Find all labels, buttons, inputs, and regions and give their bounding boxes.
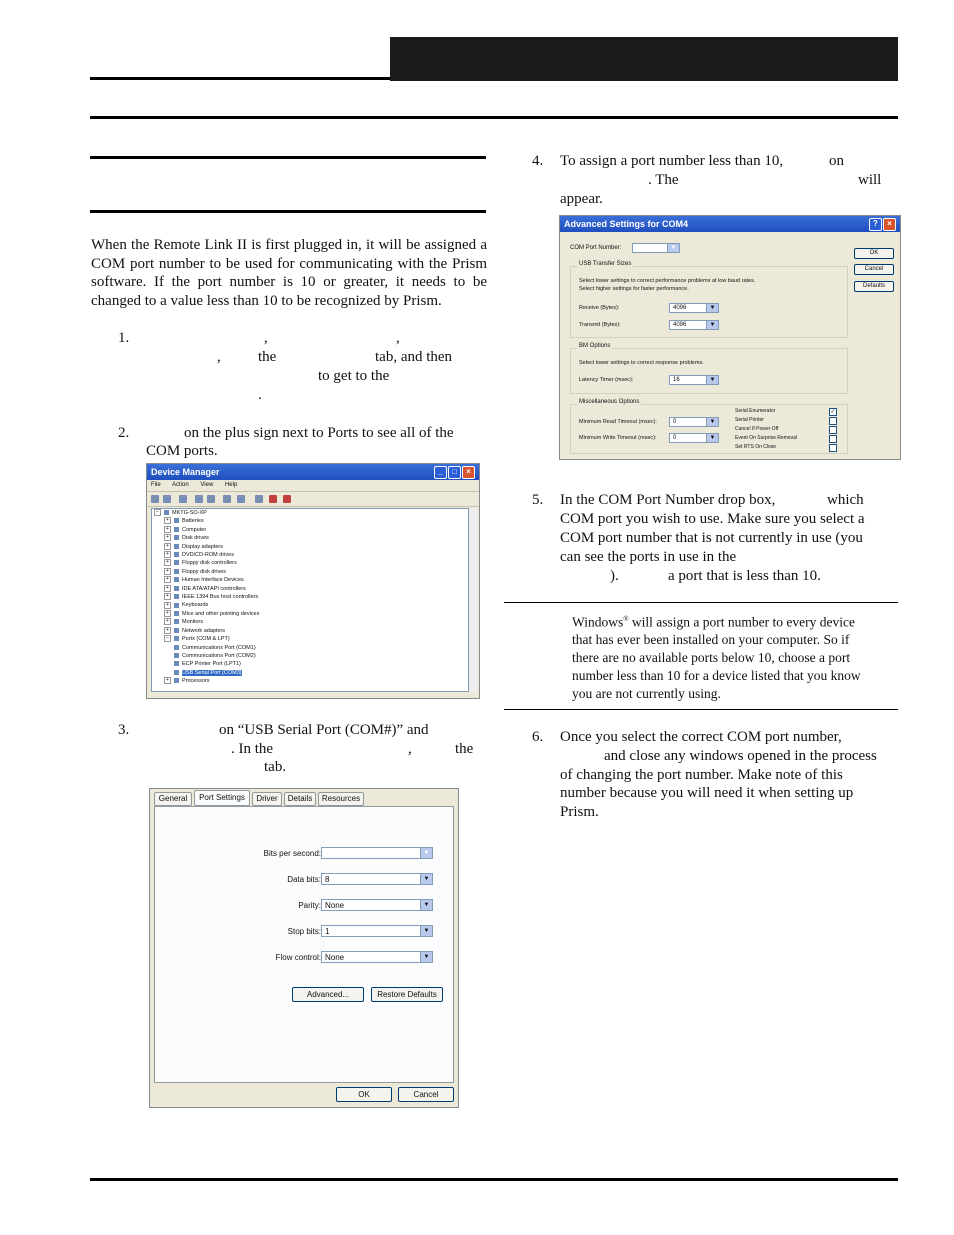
step4-text: . The	[648, 172, 679, 188]
step6-text: and close any windows opened in the process	[604, 748, 877, 764]
port-settings-dialog	[149, 788, 459, 1108]
serial-printer-label: Serial Printer	[735, 417, 764, 423]
step2-text: on the plus sign next to Ports to see all of the	[184, 425, 454, 441]
step5-text: In the COM Port Number drop box,	[560, 492, 776, 508]
bm-options-group	[570, 343, 848, 394]
note-text: number less than 10 for a device listed that you know	[572, 667, 861, 683]
expand-icon[interactable]: +	[164, 551, 171, 558]
tree-item-label: Communications Port (COM1)	[182, 644, 256, 651]
usb-transfer-group	[570, 261, 848, 338]
step5-text: can see the ports in use in the	[560, 549, 737, 565]
flow-control-label: Flow control:	[275, 953, 321, 962]
note-text: Windows	[572, 614, 624, 630]
expand-icon[interactable]: +	[164, 602, 171, 609]
tree-item[interactable]	[152, 618, 468, 626]
tree-icon[interactable]	[179, 495, 187, 503]
maximize-icon[interactable]: □	[448, 466, 461, 479]
header-bar	[390, 37, 898, 81]
flow-control-select[interactable]	[321, 951, 433, 963]
bits-per-second-label: Bits per second:	[263, 849, 321, 858]
tree-item-label: Human Interface Devices	[182, 577, 244, 584]
tree-item[interactable]	[152, 551, 468, 559]
misc-options-group	[570, 399, 848, 454]
receive-select[interactable]	[669, 303, 719, 313]
parity-label: Parity:	[298, 901, 321, 910]
group-title: BM Options	[579, 343, 611, 349]
chevron-down-icon[interactable]: ▼	[420, 874, 432, 884]
min-write-timeout-select[interactable]	[669, 433, 719, 443]
tree-item[interactable]	[152, 677, 468, 685]
collapse-icon[interactable]: −	[164, 635, 171, 642]
tree-item-label: MKTG-SO-XP	[172, 510, 207, 516]
expand-icon[interactable]: +	[164, 543, 171, 550]
step1-text: .	[258, 387, 262, 403]
expand-icon[interactable]: +	[164, 526, 171, 533]
tree-item[interactable]	[152, 559, 468, 567]
step2-text: COM ports.	[146, 443, 218, 459]
expand-icon[interactable]: +	[164, 593, 171, 600]
note-rule-bottom	[504, 709, 898, 710]
bits-per-second-select[interactable]	[321, 847, 433, 859]
close-icon[interactable]: ×	[883, 218, 896, 231]
tree-item-label: IEEE 1394 Bus host controllers	[182, 594, 259, 601]
properties-icon[interactable]	[195, 495, 203, 503]
chevron-down-icon[interactable]: ▼	[420, 926, 432, 936]
expand-icon[interactable]: +	[164, 576, 171, 583]
menu-file[interactable]: File	[151, 482, 161, 488]
tree-item-label: Mice and other pointing devices	[182, 610, 260, 617]
tree-item-label: Disk drives	[182, 535, 209, 542]
tree-item[interactable]	[152, 644, 468, 652]
step4-text: appear.	[560, 191, 603, 207]
transmit-select[interactable]	[669, 320, 719, 330]
latency-timer-select[interactable]	[669, 375, 719, 385]
expand-icon[interactable]: +	[164, 585, 171, 592]
step5-text: ).	[610, 568, 619, 584]
transmit-value: 4096	[673, 322, 687, 328]
step1-text: ,	[217, 349, 221, 365]
header-rule	[90, 77, 390, 80]
advanced-titlebar	[560, 216, 900, 232]
serial-printer-checkbox[interactable]	[829, 417, 837, 425]
device-icon	[174, 594, 179, 599]
minimize-icon[interactable]: _	[434, 466, 447, 479]
latency-timer-label: Latency Timer (msec):	[579, 377, 634, 383]
step3-number: 3.	[118, 722, 130, 738]
expand-icon[interactable]: +	[164, 618, 171, 625]
event-on-surprise-removal-label: Event On Surprise Removal	[735, 435, 797, 441]
device-icon	[174, 653, 179, 658]
min-read-timeout-value: 0	[673, 419, 677, 425]
data-bits-label: Data bits:	[287, 875, 321, 884]
tree-item[interactable]	[152, 585, 468, 593]
min-read-timeout-select[interactable]	[669, 417, 719, 427]
step3-text: the	[455, 741, 474, 757]
tab-details[interactable]: Details	[284, 792, 316, 806]
step2-number: 2.	[118, 425, 130, 441]
device-icon	[174, 527, 179, 532]
forward-icon[interactable]	[163, 495, 171, 503]
heading-rule-bottom	[90, 210, 486, 213]
tree-item-label: ECP Printer Port (LPT1)	[182, 661, 241, 668]
tab-resources[interactable]: Resources	[318, 792, 364, 806]
tree-item[interactable]	[152, 593, 468, 601]
chevron-down-icon[interactable]: ▼	[706, 376, 718, 384]
device-icon	[174, 569, 179, 574]
receive-value: 4096	[673, 305, 687, 311]
window-title: Advanced Settings for COM4	[564, 219, 689, 229]
min-read-timeout-label: Minimum Read Timeout (msec):	[579, 419, 657, 425]
help-icon[interactable]	[223, 495, 231, 503]
expand-icon[interactable]: +	[164, 677, 171, 684]
group-title: USB Transfer Sizes	[579, 261, 632, 267]
menu-help[interactable]: Help	[224, 482, 238, 488]
chevron-down-icon[interactable]: ▼	[420, 900, 432, 910]
chevron-down-icon[interactable]: ▼	[706, 321, 718, 329]
event-on-surprise-removal-checkbox[interactable]	[829, 435, 837, 443]
step3-text: ,	[408, 741, 412, 757]
group-title: Miscellaneous Options	[579, 399, 640, 405]
device-manager-window	[146, 463, 480, 699]
data-bits-value: 8	[325, 875, 330, 884]
expand-icon[interactable]: +	[164, 610, 171, 617]
cancel-button[interactable]: Cancel	[854, 264, 894, 275]
tree-item[interactable]	[152, 652, 468, 660]
cancel-button[interactable]: Cancel	[398, 1087, 454, 1102]
tab-general[interactable]: General	[154, 792, 192, 806]
tree-item[interactable]	[152, 534, 468, 542]
bits-per-second-value: 9600	[325, 849, 343, 858]
advanced-settings-dialog	[559, 215, 901, 460]
step6-text: Once you select the correct COM port number,	[560, 729, 842, 745]
step6-text: number because you will need it when setting up	[560, 785, 854, 801]
stop-bits-select[interactable]	[321, 925, 433, 937]
step5-number: 5.	[532, 492, 544, 508]
device-icon	[174, 518, 179, 523]
menu-bar	[147, 480, 479, 491]
tree-item[interactable]	[152, 576, 468, 584]
device-icon	[174, 661, 179, 666]
tree-item[interactable]	[152, 517, 468, 525]
scan-icon[interactable]	[237, 495, 245, 503]
chevron-down-icon[interactable]: ▼	[420, 952, 432, 962]
cancel-if-power-off-checkbox[interactable]	[829, 426, 837, 434]
step1-text: ,	[396, 330, 400, 346]
step1-text: the	[258, 349, 277, 365]
step3-text: tab.	[264, 759, 287, 775]
tree-item-label: Processors	[182, 678, 210, 685]
ok-button[interactable]: OK	[854, 248, 894, 259]
restore-defaults-button[interactable]: Restore Defaults	[371, 987, 443, 1002]
device-icon	[174, 670, 179, 675]
tree-item[interactable]	[152, 610, 468, 618]
expand-icon[interactable]: +	[164, 568, 171, 575]
note-rule-top	[504, 602, 898, 603]
print-icon[interactable]	[207, 495, 215, 503]
device-icon	[174, 678, 179, 683]
section-rule	[90, 116, 898, 119]
heading-rule-top	[90, 156, 486, 159]
intro-paragraph: When the Remote Link II is first plugged in, it will be assigned a COM port number to be used for communicating with the Prism software. If the port number is 10 or greater, it needs to be changed to a value less than 10 to be recognized by Prism.	[91, 237, 487, 309]
advanced-button[interactable]: Advanced...	[292, 987, 364, 1002]
chevron-down-icon[interactable]: ▼	[667, 244, 679, 252]
back-icon[interactable]	[151, 495, 159, 503]
min-write-timeout-value: 0	[673, 435, 677, 441]
note-text: that has ever been installed on your computer. So if	[572, 632, 850, 648]
parity-select[interactable]	[321, 899, 433, 911]
tree-item-label: Keyboards	[182, 602, 209, 609]
note-text: there are no available ports below 10, choose a port	[572, 650, 851, 666]
step4-text: will	[858, 172, 882, 188]
tree-item[interactable]	[152, 601, 468, 609]
device-icon	[174, 603, 179, 608]
set-rts-on-close-checkbox[interactable]	[829, 444, 837, 452]
tab-driver[interactable]: Driver	[252, 792, 282, 806]
tree-item-label: DVD/CD-ROM drives	[182, 552, 234, 559]
device-icon	[174, 552, 179, 557]
device-manager-titlebar	[147, 464, 479, 480]
parity-value: None	[325, 901, 345, 910]
com-port-number-label: COM Port Number:	[570, 245, 622, 251]
min-write-timeout-label: Minimum Write Timeout (msec):	[579, 435, 657, 441]
tree-item-label: Batteries	[182, 518, 204, 525]
step1-number: 1.	[118, 330, 130, 346]
note-text	[572, 611, 861, 702]
device-icon	[174, 586, 179, 591]
step4-text: To assign a port number less than 10,	[560, 153, 784, 169]
device-icon	[174, 544, 179, 549]
defaults-button[interactable]: Defaults	[854, 281, 894, 292]
device-icon	[174, 577, 179, 582]
uninstall-icon[interactable]	[269, 495, 277, 503]
data-bits-select[interactable]	[321, 873, 433, 885]
step5-text: a port that is less than 10.	[668, 568, 821, 584]
menu-action[interactable]: Action	[172, 482, 189, 488]
step5-text: which	[827, 492, 864, 508]
tree-item-label: IDE ATA/ATAPI controllers	[182, 585, 246, 592]
window-title: Device Manager	[151, 467, 220, 477]
note-text: ®	[623, 615, 629, 623]
tree-item-label: Floppy disk drives	[182, 568, 227, 575]
usb-help-text: Select higher settings for faster performance.	[579, 286, 689, 292]
step1-text: ,	[264, 330, 268, 346]
device-icon	[174, 645, 179, 650]
step1-text: tab, and then	[375, 349, 453, 365]
serial-enumerator-label: Serial Enumerator	[735, 408, 776, 414]
tree-item[interactable]	[152, 627, 468, 635]
device-icon	[174, 628, 179, 633]
step4-number: 4.	[532, 153, 544, 169]
step4-text: on	[829, 153, 844, 169]
chevron-down-icon[interactable]: ▼	[706, 418, 718, 426]
tree-item-label: USB Serial Port (COM3)	[182, 669, 242, 676]
update-driver-icon[interactable]	[255, 495, 263, 503]
tree-item-label: Computer	[182, 526, 207, 533]
tree-item[interactable]	[152, 526, 468, 534]
ok-button[interactable]: OK	[336, 1087, 392, 1102]
expand-icon[interactable]: +	[164, 517, 171, 524]
menu-view[interactable]: View	[200, 482, 214, 488]
serial-enumerator-checkbox[interactable]: ✓	[830, 409, 836, 415]
disable-icon[interactable]	[283, 495, 291, 503]
tree-item-label: Floppy disk controllers	[182, 560, 237, 567]
expand-icon[interactable]: +	[164, 559, 171, 566]
stop-bits-value: 1	[325, 927, 330, 936]
step6-text: Prism.	[560, 804, 599, 820]
tab-port-settings[interactable]: Port Settings	[194, 790, 250, 806]
stop-bits-label: Stop bits:	[287, 927, 321, 936]
chevron-down-icon[interactable]: ▼	[420, 848, 432, 858]
tree-item-label: Network adapters	[182, 627, 226, 634]
step3-text: . In the	[231, 741, 274, 757]
latency-timer-value: 16	[673, 377, 680, 383]
toolbar	[147, 491, 479, 507]
tree-item[interactable]	[152, 669, 468, 677]
note-text: you are not currently using.	[572, 685, 721, 701]
step3-text: on “USB Serial Port (COM#)” and	[219, 722, 429, 738]
tree-item-label: Ports (COM & LPT)	[182, 636, 230, 643]
bm-help-text: Select lower settings to correct response problems.	[579, 360, 704, 366]
step6-text: of changing the port number. Make note of this	[560, 767, 843, 783]
step6-number: 6.	[532, 729, 544, 745]
tree-item[interactable]	[152, 660, 468, 668]
device-icon	[174, 560, 179, 565]
usb-help-text: Select lower settings to correct performance problems at low baud rates.	[579, 278, 756, 284]
tree-item[interactable]	[152, 635, 468, 643]
tree-item[interactable]	[152, 543, 468, 551]
chevron-down-icon[interactable]: ▼	[706, 434, 718, 442]
step1-text: to get to the	[318, 368, 390, 384]
transmit-label: Transmit (Bytes):	[579, 322, 621, 328]
footer-rule	[90, 1178, 898, 1181]
step5-text: COM port number that is not currently in use (you	[560, 530, 863, 546]
note-text: will assign a port number to every device	[628, 614, 855, 630]
close-icon[interactable]: ×	[462, 466, 475, 479]
expand-icon[interactable]: +	[164, 627, 171, 634]
tree-item-label: Communications Port (COM2)	[182, 652, 256, 659]
tree-scrollbar[interactable]	[470, 508, 478, 692]
tree-item[interactable]	[152, 568, 468, 576]
com-port-number-value: COM4	[636, 245, 654, 251]
device-icon	[164, 510, 169, 515]
port-settings-panel	[154, 806, 454, 1083]
flow-control-value: None	[325, 953, 345, 962]
receive-label: Receive (Bytes):	[579, 305, 620, 311]
collapse-icon[interactable]: −	[154, 509, 161, 516]
step5-text: COM port you wish to use. Make sure you select a	[560, 511, 865, 527]
expand-icon[interactable]: +	[164, 534, 171, 541]
cancel-if-power-off-label: Cancel If Power Off	[735, 426, 779, 432]
device-icon	[174, 619, 179, 624]
tree-item[interactable]	[152, 509, 468, 517]
set-rts-on-close-label: Set RTS On Close	[735, 444, 777, 450]
help-icon[interactable]: ?	[869, 218, 882, 231]
device-icon	[174, 535, 179, 540]
chevron-down-icon[interactable]: ▼	[706, 304, 718, 312]
tree-item-label: Display adapters	[182, 543, 223, 550]
com-port-number-select[interactable]	[632, 243, 680, 253]
device-icon	[174, 611, 179, 616]
device-icon	[174, 636, 179, 641]
device-tree	[151, 508, 469, 692]
tree-item-label: Monitors	[182, 619, 204, 626]
